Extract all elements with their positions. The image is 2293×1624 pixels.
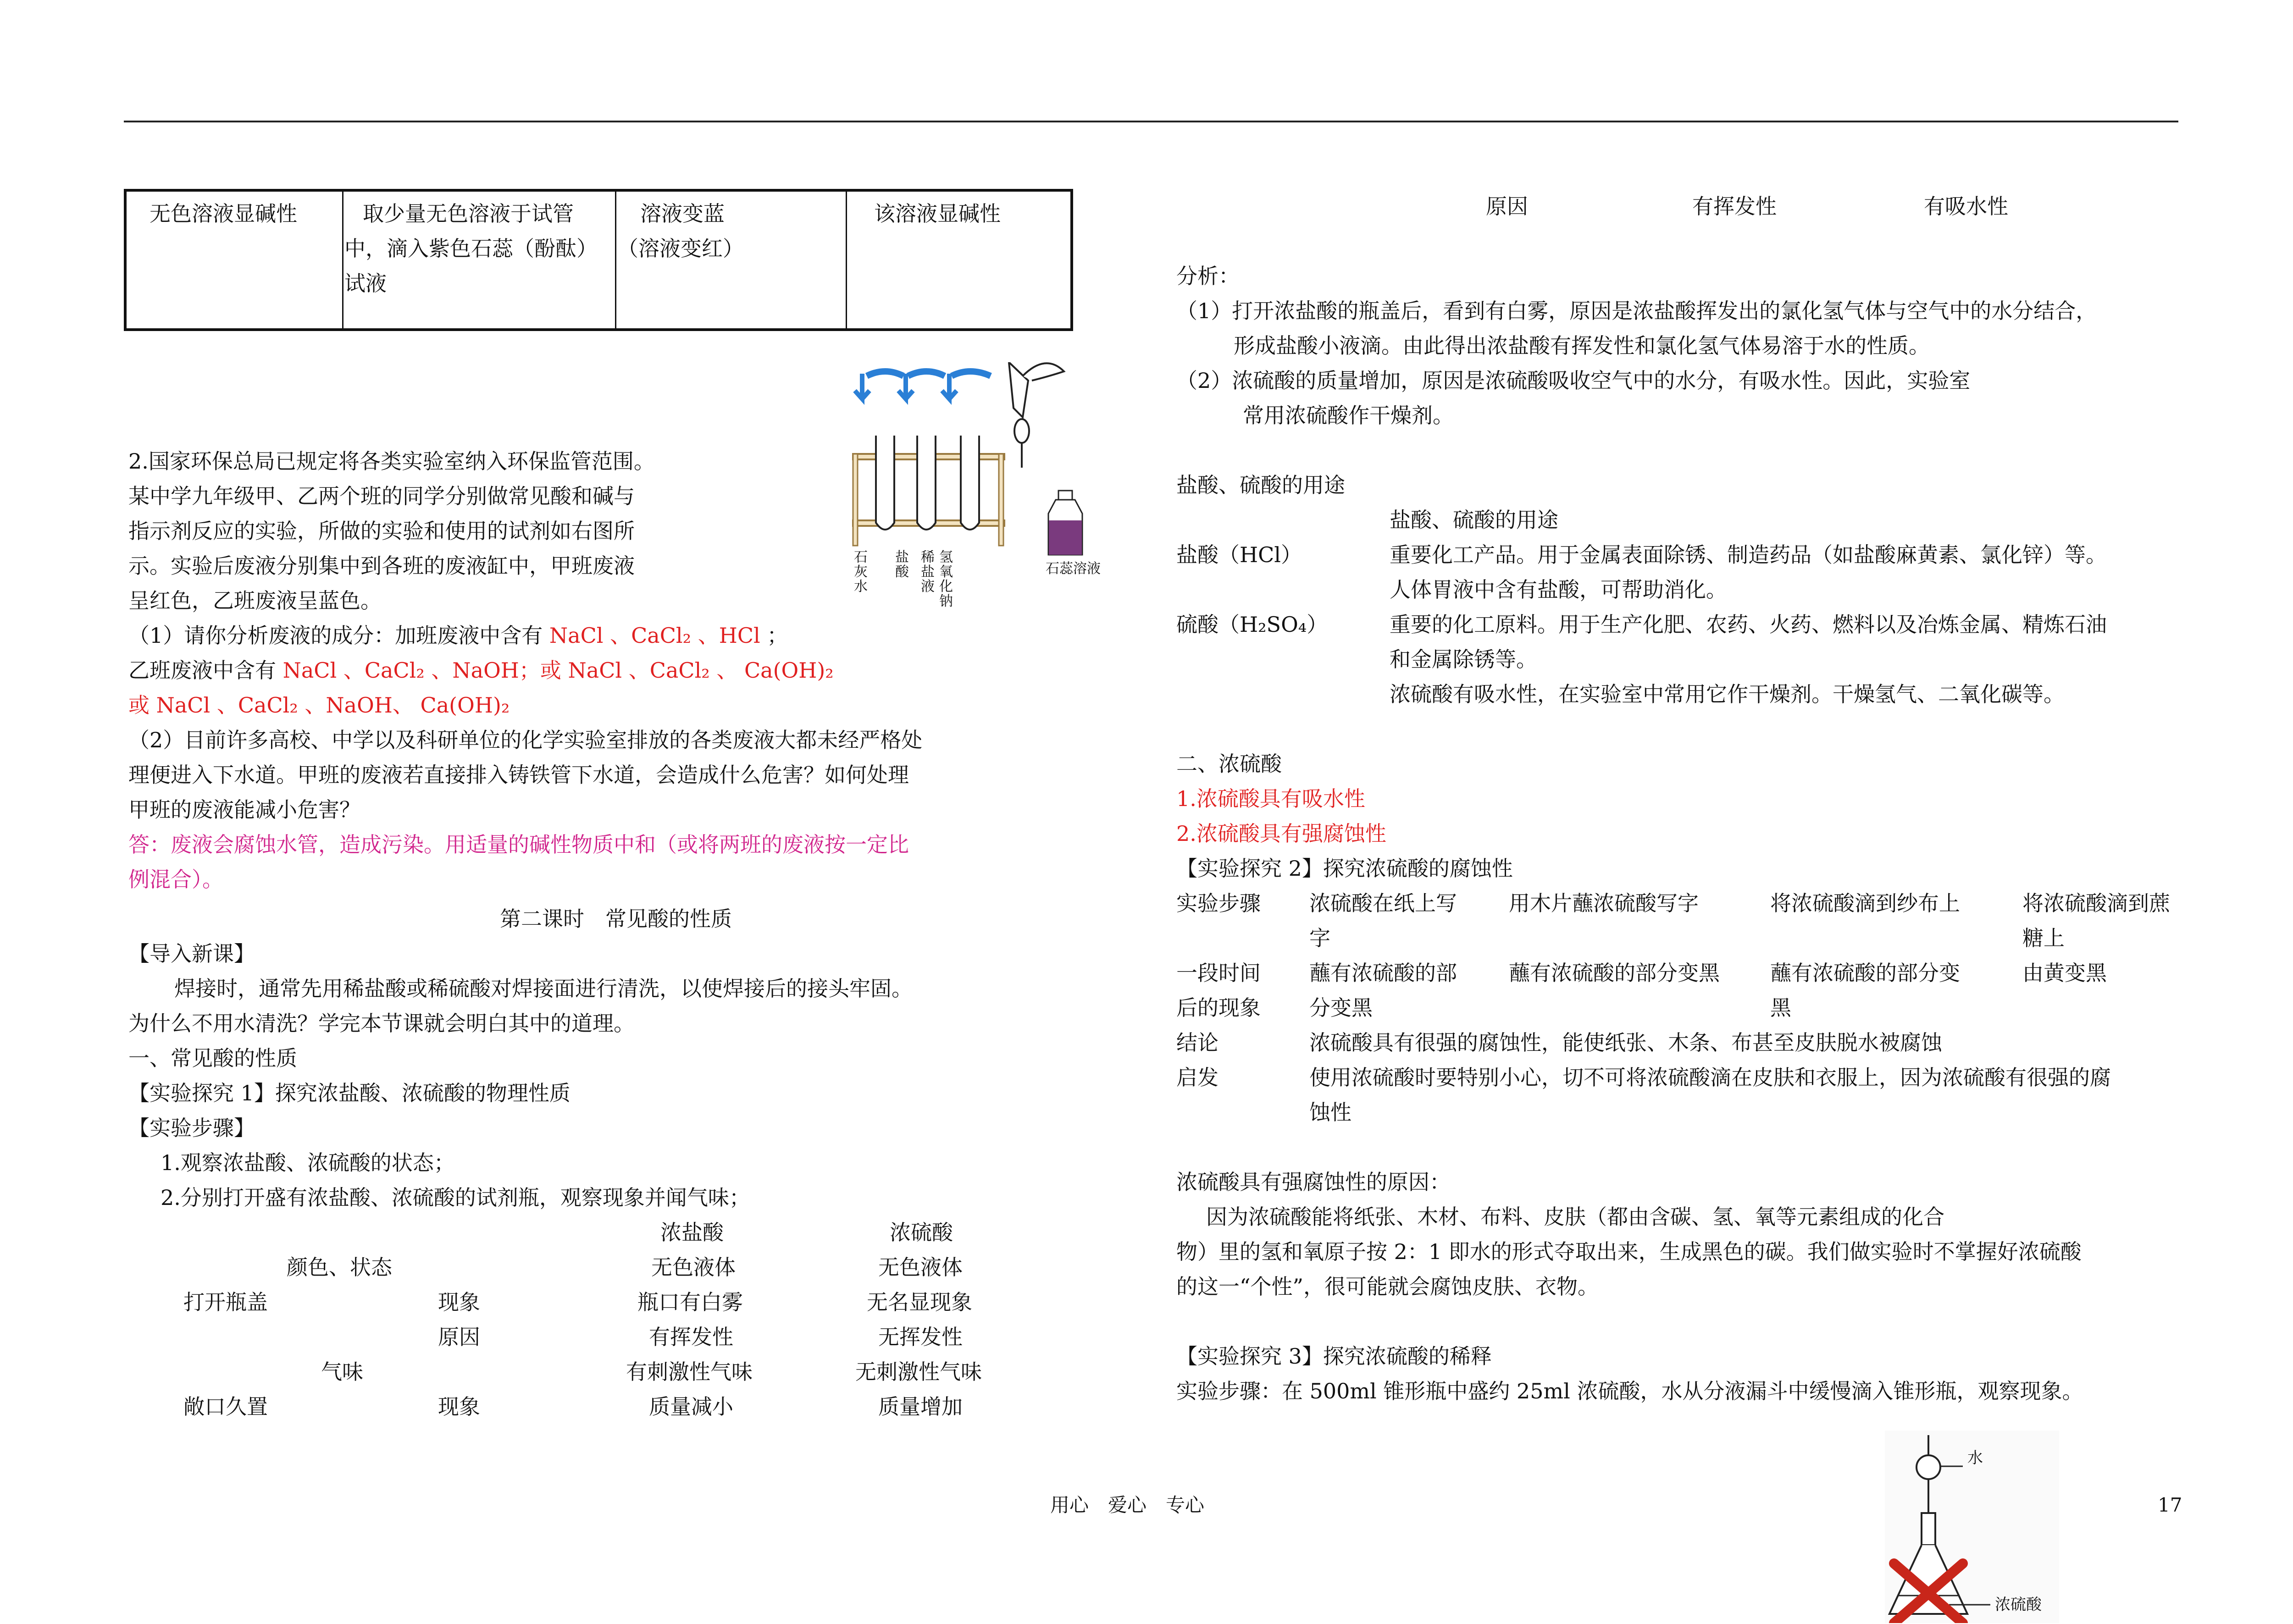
step-line: 2.分别打开盛有浓盐酸、浓硫酸的试剂瓶，观察现象并闻气味；: [161, 1185, 750, 1210]
section-heading: 【实验步骤】: [128, 1116, 255, 1140]
props-row-label: 敞口久置: [183, 1394, 268, 1419]
exp2-cell: 蘸有浓硫酸的部分变: [1770, 961, 1960, 985]
exp2-cell: 用木片蘸浓硫酸写字: [1509, 891, 1699, 916]
exp2-label: 实验步骤: [1176, 891, 1261, 916]
section-heading: 【实验探究 2】探究浓硫酸的腐蚀性: [1176, 856, 1513, 881]
q2-sub1-end: ；: [767, 623, 788, 648]
exp2-cell: 蘸有浓硫酸的部: [1309, 961, 1457, 985]
table-divider: [615, 192, 616, 328]
props-cell: 无名显现象: [867, 1290, 972, 1315]
tube-caption: 稀盐液: [921, 549, 935, 595]
uses-line: 重要化工产品。用于金属表面除锈、制造药品（如盐酸麻黄素、氯化锌）等。: [1390, 542, 2107, 567]
step-line: 1.观察浓盐酸、浓硫酸的状态；: [161, 1150, 455, 1175]
q2-answer: NaCl 、CaCl₂ 、NaOH；或 NaCl 、CaCl₂ 、 Ca(OH)₂: [282, 658, 834, 683]
props-row-sub: 现象: [438, 1394, 480, 1419]
props-cell: 无刺激性气味: [855, 1359, 982, 1384]
props-cell: 无色液体: [651, 1255, 736, 1280]
reason-line: 物）里的氢和氧原子按 2：1 即水的形式夺取出来，生成黑色的碳。我们做实验时不掌握好浓硫酸: [1176, 1239, 2082, 1264]
props-row-label: 颜色、状态: [287, 1255, 392, 1280]
exp2-cell: 分变黑: [1309, 995, 1373, 1020]
exp2-label: 结论: [1176, 1030, 1219, 1055]
uses-label: 盐酸（HCl）: [1176, 542, 1302, 567]
table-cell: [617, 196, 744, 266]
reason-line: 的这一“个性”，很可能就会腐蚀皮肤、衣物。: [1176, 1274, 1599, 1299]
exp2-cell: 将浓硫酸滴到纱布上: [1770, 891, 1960, 916]
props-cell: 质量减小: [649, 1394, 733, 1419]
section-heading: 二、浓硫酸: [1176, 751, 1282, 776]
props-row-label: 打开瓶盖: [183, 1290, 268, 1315]
uses-label: 硫酸（H₂SO₄）: [1176, 612, 1328, 637]
section-heading: 【实验探究 1】探究浓盐酸、浓硫酸的物理性质: [128, 1081, 570, 1105]
props-row-sub: 现象: [438, 1290, 480, 1315]
props-cell: 无挥发性: [878, 1325, 963, 1349]
header-rule: [124, 121, 2178, 122]
lesson-title: 第二课时 常见酸的性质: [500, 906, 732, 931]
q2-sub2-line: （2）目前许多高校、中学以及科研单位的化学实验室排放的各类废液大都未经严格处: [128, 728, 923, 752]
tube-caption: 石灰水: [854, 549, 868, 595]
exp2-cell: 浓硫酸在纸上写: [1309, 891, 1457, 916]
exp2-cell: 字: [1309, 926, 1330, 950]
bottle-caption: 石蕊溶液: [1046, 561, 1101, 577]
label-conc-acid: 浓硫酸: [1995, 1596, 2042, 1614]
exp3-steps: 实验步骤：在 500ml 锥形瓶中盛约 25ml 浓硫酸，水从分液漏斗中缓慢滴入锥形瓶，观察现象。: [1176, 1379, 2083, 1403]
footer-motto: 用心 爱心 专心: [1050, 1494, 1205, 1516]
reason-heading: 浓硫酸具有强腐蚀性的原因：: [1176, 1170, 1451, 1194]
exp2-cell: 糖上: [2022, 926, 2065, 950]
exp2-label: 一段时间: [1176, 961, 1261, 985]
q2-line: 某中学九年级甲、乙两个班的同学分别做常见酸和碱与: [128, 484, 635, 508]
table-divider: [846, 192, 847, 328]
q2-sub2-line: 理便进入下水道。甲班的废液若直接排入铸铁管下水道，会造成什么危害？如何处理: [128, 762, 909, 787]
q2-sub1-line2: [128, 653, 834, 688]
reason-line: 因为浓硫酸能将纸张、木材、布料、皮肤（都由含碳、氢、氧等元素组成的化合: [1206, 1204, 1944, 1229]
q2-line: 指示剂反应的实验，所做的实验和使用的试剂如右图所: [128, 519, 635, 543]
uses-line: 重要的化工原料。用于生产化肥、农药、火药、燃料以及冶炼金属、精炼石油: [1390, 612, 2107, 637]
table-cell-line: 中，滴入紫色石蕊（酚酞）: [344, 236, 598, 261]
props-cell: 有吸水性: [1924, 194, 2008, 219]
props-cell: 质量增加: [878, 1394, 963, 1419]
test-tube-rack-figure: [848, 362, 1124, 619]
table-cell-line: （溶液变红）: [617, 236, 744, 261]
props-cell: 有挥发性: [1692, 194, 1777, 219]
analysis-heading: 分析：: [1176, 264, 1240, 288]
uses-heading: 盐酸、硫酸的用途: [1176, 473, 1345, 497]
uses-line: 人体胃液中含有盐酸，可帮助消化。: [1390, 577, 1727, 602]
props-cell: 无色液体: [878, 1255, 963, 1280]
q2-line: 呈红色，乙班废液呈蓝色。: [128, 588, 382, 613]
props-row-sub: 原因: [1486, 194, 1528, 219]
exp2-cell: 使用浓硫酸时要特别小心，切不可将浓硫酸滴在皮肤和衣服上，因为浓硫酸有很强的腐: [1309, 1065, 2111, 1090]
key-point: 2.浓硫酸具有强腐蚀性: [1176, 821, 1386, 846]
table-cell-line: 取少量无色溶液于试管: [363, 201, 574, 226]
uses-line: 和金属除锈等。: [1390, 647, 1537, 672]
table-cell: 无色溶液显碱性: [150, 201, 297, 226]
label-water: 水: [1967, 1449, 1983, 1467]
analysis-line: （2）浓硫酸的质量增加，原因是浓硫酸吸收空气中的水分，有吸水性。因此，实验室: [1176, 368, 1971, 393]
analysis-line: 常用浓硫酸作干燥剂。: [1243, 403, 1454, 428]
exp2-cell: 将浓硫酸滴到蔗: [2022, 891, 2170, 916]
table-cell: [344, 196, 615, 301]
q2-line: 2.国家环保总局已规定将各类实验室纳入环保监管范围。: [128, 449, 655, 474]
section-heading: 一、常见酸的性质: [128, 1046, 297, 1071]
table-cell: 该溶液显碱性: [874, 201, 1001, 226]
q2-sub1: [128, 618, 788, 653]
q2-answer: 或 NaCl 、CaCl₂ 、NaOH、 Ca(OH)₂: [128, 693, 510, 718]
exp2-cell: 蘸有浓硫酸的部分变黑: [1509, 961, 1720, 985]
exp2-label: 后的现象: [1176, 995, 1261, 1020]
exp2-cell: 蚀性: [1309, 1100, 1351, 1125]
q2-answer-line: 例混合）。: [128, 867, 223, 892]
table-cell-line: 溶液变蓝: [640, 201, 725, 226]
exp2-label: 启发: [1176, 1065, 1219, 1090]
analysis-line: 形成盐酸小液滴。由此得出浓盐酸有挥发性和氯化氢气体易溶于水的性质。: [1234, 333, 1930, 358]
uses-subheading: 盐酸、硫酸的用途: [1390, 508, 1558, 532]
props-cell: 有刺激性气味: [626, 1359, 753, 1384]
uses-line: 浓硫酸有吸水性，在实验室中常用它作干燥剂。干燥氢气、二氧化碳等。: [1390, 682, 2065, 707]
props-cell: 有挥发性: [649, 1325, 733, 1349]
tube-caption: 盐酸: [895, 549, 909, 580]
section-heading: 【导入新课】: [128, 941, 255, 966]
exp3-heading: 【实验探究 3】探究浓硫酸的稀释: [1176, 1344, 1492, 1369]
q2-answer-line: 答：废液会腐蚀水管，造成污染。用适量的碱性物质中和（或将两班的废液按一定比: [128, 832, 909, 857]
props-cell: 瓶口有白雾: [637, 1290, 743, 1315]
exp2-cell: 黑: [1770, 995, 1791, 1020]
exp2-cell: 由黄变黑: [2022, 961, 2107, 985]
table-divider: [342, 192, 343, 328]
page-number: 17: [2158, 1494, 2182, 1516]
analysis-line: （1）打开浓盐酸的瓶盖后，看到有白雾，原因是浓盐酸挥发出的氯化氢气体与空气中的水分结合，: [1176, 298, 2097, 323]
props-row-sub: 原因: [438, 1325, 480, 1349]
intro-line: 焊接时，通常先用稀盐酸或稀硫酸对焊接面进行清洗，以使焊接后的接头牢固。: [174, 976, 913, 1001]
key-point: 1.浓硫酸具有吸水性: [1176, 786, 1365, 811]
props-header: 浓硫酸: [890, 1220, 953, 1245]
exp2-cell: 浓硫酸具有很强的腐蚀性，能使纸张、木条、布甚至皮肤脱水被腐蚀: [1309, 1030, 1942, 1055]
q2-line: 示。实验后废液分别集中到各班的废液缸中，甲班废液: [128, 553, 635, 578]
q2-sub1-prefix: 乙班废液中含有: [128, 658, 276, 683]
intro-line: 为什么不用水清洗？学完本节课就会明白其中的道理。: [128, 1011, 635, 1036]
q2-sub2-line: 甲班的废液能减小危害？: [128, 797, 360, 822]
tube-caption: 氢氧化钠: [939, 549, 953, 609]
q2-sub1-prefix: （1）请你分析废液的成分：加班废液中含有: [128, 623, 543, 648]
q2-answer: NaCl 、CaCl₂ 、HCl: [549, 623, 760, 648]
table-cell-line: 试液: [344, 271, 387, 296]
indicator-table: [124, 189, 1073, 331]
props-row-label: 气味: [321, 1359, 363, 1384]
props-header: 浓盐酸: [660, 1220, 724, 1245]
